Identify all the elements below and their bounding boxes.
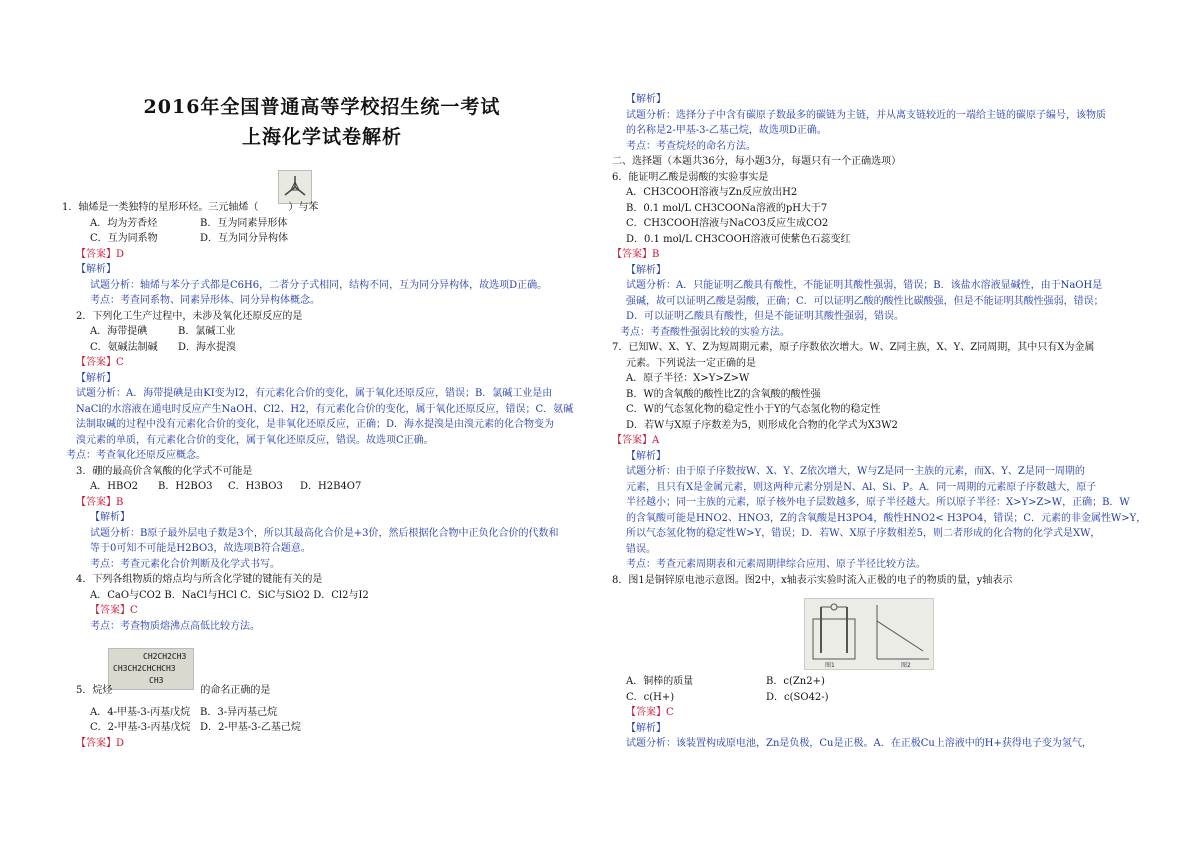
- q3-analysis-line1: 试题分析：B原子最外层电子数是3个，所以其最高化合价是+3价，然后根据化合物中正负化合价的代数和: [90, 527, 559, 539]
- triaxial-alkene-structure-image: [278, 170, 312, 204]
- q1-answer: 【答案】D: [76, 248, 125, 260]
- fig1-label: 图1: [825, 662, 835, 669]
- q2-point: 考点：考查氧化还原反应概念。: [66, 450, 206, 461]
- q3-analysis-label: 【解析】: [90, 512, 130, 523]
- q7-optD: D．若W与X原子序数差为5，则形成化合物的化学式为X3W2: [626, 419, 898, 431]
- q5-analysis-label: 【解析】: [626, 94, 666, 105]
- q2-answer: 【答案】C: [76, 357, 124, 368]
- q7-analysis-line4: 的含氧酸可能是HNO2、HNO3，Z的含氧酸是H3PO4，酸性HNO2< H3PO4，错误；C．元素的非金属性W>Y，: [626, 512, 1147, 524]
- q5-point: 考点：考查烷烃的命名方法。: [626, 140, 756, 152]
- q7-stem-line2: 元素。下列说法一定正确的是: [626, 357, 756, 369]
- q1-analysis-label: 【解析】: [76, 264, 116, 275]
- q6-analysis-line1: 试题分析：A．只能证明乙酸具有酸性，不能证明其酸性强弱，错误；B．该盐水溶液显碱性，由于NaOH是: [626, 280, 1103, 291]
- formula-line1: CH2CH2CH3: [143, 652, 187, 661]
- q4-point: 考点：考查物质熔沸点高低比较方法。: [90, 620, 260, 632]
- q2-analysis-line3: 法制取碱的过程中没有元素化合价的变化，是非氧化还原反应，正确；D．海水提溴是由溴元素的化合物变为: [76, 419, 555, 430]
- q7-analysis-label: 【解析】: [626, 450, 666, 462]
- q7-point: 考点：考查元素周期表和元素周期律综合应用、原子半径比较方法。: [626, 559, 926, 570]
- q2-options-row2: C．氨碱法制碱 D．海水提溴: [90, 341, 237, 353]
- q5-analysis-line1: 试题分析：选择分子中含有碳原子数最多的碳链为主链，并从离支链较近的一端给主链的碳原子编号，该物质: [626, 109, 1106, 121]
- q7-analysis-line6: 错误。: [626, 543, 656, 555]
- q7-optC: C．W的气态氢化物的稳定性小于Y的气态氢化物的稳定性: [626, 404, 881, 415]
- q2-analysis-line4: 溴元素的单质，有元素化合价的变化，属于氧化还原反应，错误。故选项C正确。: [76, 434, 434, 446]
- q2-analysis-line1: 试题分析：A．海带提碘是由KI变为I2，有元素化合价的变化，属于氧化还原反应，错误；B．氯碱工业是由: [76, 388, 553, 399]
- section-2-header: 二、选择题（本题共36分，每小题3分，每题只有一个正确选项）: [612, 156, 902, 167]
- fig2-label: 图2: [901, 662, 911, 669]
- q7-analysis-line2: 元素，且只有X是金属元素，则这两种元素分别是N、Al、Si、P。A．同一周期的元素原子序数越大，原子: [626, 481, 1097, 493]
- q2-stem: 2．下列化工生产过程中，未涉及氧化还原反应的是: [76, 310, 303, 322]
- q1-analysis-detail: 试题分析：轴烯与苯分子式都是C6H6，二者分子式相同，结构不同，互为同分异构体，故选项D正确。: [90, 279, 548, 291]
- q6-optB: B．0.1 mol/L CH3COONa溶液的pH大于7: [626, 202, 828, 214]
- q2-analysis-line2: NaCl的水溶液在通电时反应产生NaOH、Cl2、H2，有元素化合价的变化，属于氧化还原反应，错误；C．氨碱: [76, 403, 574, 415]
- q3-point: 考点：考查元素化合价判断及化学式书写。: [90, 558, 280, 570]
- q8-answer: 【答案】C: [626, 707, 674, 718]
- q7-optB: B．W的含氧酸的酸性比Z的含氧酸的酸性强: [626, 388, 821, 400]
- formula-line3: CH3: [149, 676, 164, 685]
- q3-options: A．HBO2 B．H2BO3 C．H3BO3 D．H2B4O7: [90, 481, 362, 492]
- q5-answer: 【答案】D: [76, 737, 125, 749]
- q6-answer: 【答案】B: [612, 249, 660, 260]
- q1-stem: 1．轴烯是一类独特的星形环烃。三元轴烯（ ）与苯: [62, 202, 319, 213]
- q7-analysis-line1: 试题分析：由于原子序数按W、X、Y、Z依次增大，W与Z是同一主族的元素，而X、Y、Z是同一周期的: [626, 466, 1085, 477]
- q4-stem: 4．下列各组物质的熔点均与所含化学键的键能有关的是: [76, 574, 323, 585]
- q7-analysis-line5: 所以气态氢化物的稳定性W>Y，错误；D．若W、X原子序数相差5，则二者形成的化合物的化学式是XW，: [626, 528, 1101, 539]
- galvanic-cell-figure: [804, 598, 934, 670]
- q5-analysis-line2: 的名称是2-甲基-3-乙基己烷，故选项D正确。: [626, 125, 827, 136]
- q6-optD: D．0.1 mol/L CH3COOH溶液可使紫色石蕊变红: [626, 233, 851, 245]
- q3-stem: 3．硼的最高价含氧酸的化学式不可能是: [76, 465, 253, 477]
- q6-analysis-line3: D．可以证明乙酸具有酸性，但是不能证明其酸性强弱，错误。: [626, 311, 905, 322]
- q2-analysis-label: 【解析】: [76, 372, 116, 384]
- q2-options-row1: A．海带提碘 B．氯碱工业: [90, 326, 236, 337]
- q4-answer: 【答案】C: [90, 605, 138, 616]
- q7-answer: 【答案】A: [612, 435, 660, 446]
- q5-options-row2: C．2-甲基-3-丙基戊烷 D．2-甲基-3-乙基己烷: [90, 722, 301, 733]
- q8-options-row2: C．c(H+) D．c(SO42-): [626, 691, 829, 703]
- q1-options-row2: C．互为同系物 D．互为同分异构体: [90, 233, 289, 244]
- q8-analysis-label: 【解析】: [626, 722, 666, 734]
- q7-stem-line1: 7．已知W、X、Y、Z为短周期元素，原子序数依次增大。W、Z同主族，X、Y、Z同周期，其中只有X为金属: [612, 342, 1095, 353]
- q8-stem: 8．图1是铜锌原电池示意图。图2中，x轴表示实验时流入正极的电子的物质的量，y轴表示: [612, 574, 1013, 586]
- q6-optC: C．CH3COOH溶液与NaCO3反应生成CO2: [626, 218, 829, 229]
- q6-point: 考点：考查酸性强弱比较的实验方法。: [620, 326, 790, 338]
- q3-analysis-line2: 等于0可知不可能是H2BO3，故选项B符合题意。: [90, 543, 311, 554]
- q8-analysis-line1: 试题分析：该装置构成原电池，Zn是负极，Cu是正极。A．在正极Cu上溶液中的H+获得电子变为氢气，: [626, 738, 1092, 749]
- doc-title-line2: 上海化学试卷解析: [241, 126, 402, 148]
- q8-options-row1: A．铜棒的质量 B．c(Zn2+): [626, 676, 825, 687]
- q1-options-row1: A．均为芳香烃 B．互为同素异形体: [90, 217, 288, 229]
- q4-options: A．CaO与CO2 B．NaCl与HCl C．SiC与SiO2 D．Cl2与I2: [90, 589, 369, 601]
- q5-stem: 5．烷烃 的命名正确的是: [76, 685, 271, 696]
- q5-options-row1: A．4-甲基-3-丙基戊烷 B．3-异丙基己烷: [90, 706, 278, 718]
- q7-optA: A．原子半径：X>Y>Z>W: [626, 373, 750, 384]
- q7-analysis-line3: 半径越小；同一主族的元素，原子核外电子层数越多，原子半径越大。所以原子半径：X>Y>Z>W，正确；B．W: [626, 497, 1130, 508]
- q6-stem: 6．能证明乙酸是弱酸的实验事实是: [612, 171, 769, 183]
- formula-line2: CH3CH2CHCHCH3: [113, 664, 176, 673]
- q3-answer: 【答案】B: [76, 496, 124, 508]
- q6-optA: A．CH3COOH溶液与Zn反应放出H2: [626, 187, 798, 198]
- q1-point: 考点：考查同系物、同素异形体、同分异构体概念。: [90, 295, 320, 306]
- q6-analysis-label: 【解析】: [626, 264, 666, 276]
- doc-title-line1: 2016年全国普通高等学校招生统一考试: [143, 96, 501, 118]
- q6-analysis-line2: 强碱，故可以证明乙酸是弱酸，正确；C．可以证明乙酸的酸性比碳酸强，但是不能证明其酸性强弱，错误；: [626, 295, 1104, 307]
